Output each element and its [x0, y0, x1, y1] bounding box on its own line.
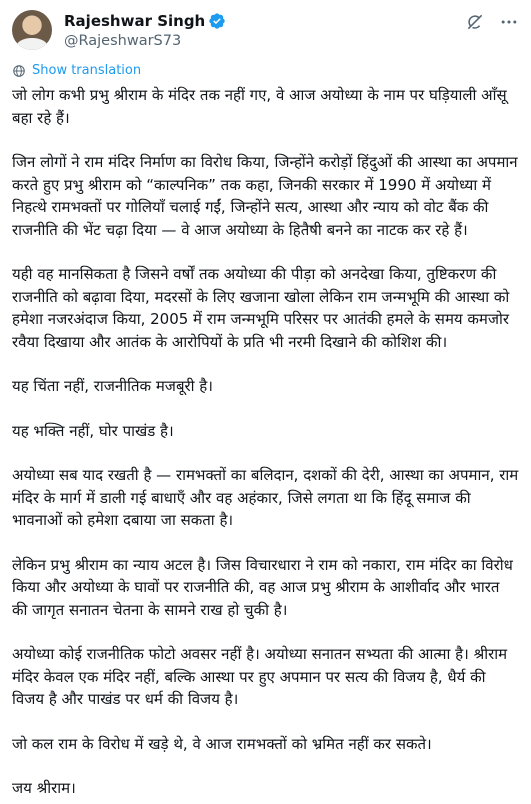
paragraph: जो लोग कभी प्रभु श्रीराम के मंदिर तक नहीं गए, वे आज अयोध्या के नाम पर घड़ियाली आँसू बहा रहे हैं। — [12, 86, 507, 127]
paragraph: यह चिंता नहीं, राजनीतिक मजबूरी है। — [12, 377, 213, 395]
avatar[interactable] — [12, 10, 52, 50]
paragraph: लेकिन प्रभु श्रीराम का न्याय अटल है। जिस विचारधारा ने राम को नकारा, राम मंदिर का विरोध किया और अयोध्या के घावों पर राजनीति की, वह आज प्रभु श्रीराम के आशीर्वाद और भारत की जागृत सनातन चेतना के सामने राख हो चुकी है। — [12, 555, 513, 619]
post-header — [12, 0, 519, 56]
post-text — [12, 84, 519, 800]
verified-badge-icon — [208, 12, 226, 30]
paragraph: जिन लोगों ने राम मंदिर निर्माण का विरोध किया, जिन्होंने करोड़ों हिंदुओं की आस्था का अपमान करते हुए प्रभु श्रीराम को “काल्पनिक” तक कहा, जिनकी सरकार में 1990 में अयोध्या में निहत्थे रामभक्तों पर गोलियाँ चलाई गईं, जिन्होंने सत्य, आस्था और न्याय को वोट बैंक की राजनीति की भेंट चढ़ा दिया — वे आज अयोध्या के हितैषी बनने का नाटक कर रहे हैं। — [12, 153, 518, 239]
author-handle[interactable]: @RajeshwarS73 — [64, 33, 182, 49]
paragraph: यही वह मानसिकता है जिसने वर्षों तक अयोध्या की पीड़ा को अनदेखा किया, तुष्टिकरण की राजनीति को बढ़ावा दिया, मदरसों के लिए खजाना खोला लेकिन राम जन्मभूमि की आस्था को हमेशा नजरअंदाज किया, 2005 में राम जन्मभूमि परिसर पर आतंकी हमले के समय कमजोर रवैया दिखाया और आतंक के आरोपियों के प्रति भी नरमी दिखाने की कोशिश की। — [12, 265, 510, 351]
translate-row — [12, 60, 519, 82]
globe-icon — [12, 64, 26, 78]
header-actions — [465, 12, 519, 32]
author-display-name[interactable]: Rajeshwar Singh — [64, 12, 206, 30]
name-row — [64, 11, 226, 31]
paragraph: यह भक्ति नहीं, घोर पाखंड है। — [12, 421, 174, 440]
grok-icon[interactable] — [465, 12, 485, 32]
paragraph: जो कल राम के विरोध में खड़े थे, वे आज रामभक्तों को भ्रमित नहीं कर सकते। — [12, 734, 432, 753]
more-icon[interactable] — [499, 12, 519, 32]
paragraph: अयोध्या सब याद रखती है — रामभक्तों का बलिदान, दशकों की देरी, आस्था का अपमान, राम मंदिर के मार्ग में डाली गई बाधाएँ और वह अहंकार, जिसे लगता था कि हिंदू समाज की भावनाओं को हमेशा दबाया जा सकता है। — [12, 466, 519, 529]
author-block — [64, 11, 226, 51]
paragraph: जय श्रीराम। — [12, 779, 76, 797]
show-translation-link[interactable]: Show translation — [32, 63, 142, 78]
paragraph: अयोध्या कोई राजनीतिक फोटो अवसर नहीं है। अयोध्या सनातन सभ्यता की आत्मा है। श्रीराम मंदिर केवल एक मंदिर नहीं, बल्कि आस्था पर हुए अपमान पर सत्य की विजय है, धैर्य की विजय है और पाखंड पर धर्म की विजय है। — [12, 645, 508, 708]
